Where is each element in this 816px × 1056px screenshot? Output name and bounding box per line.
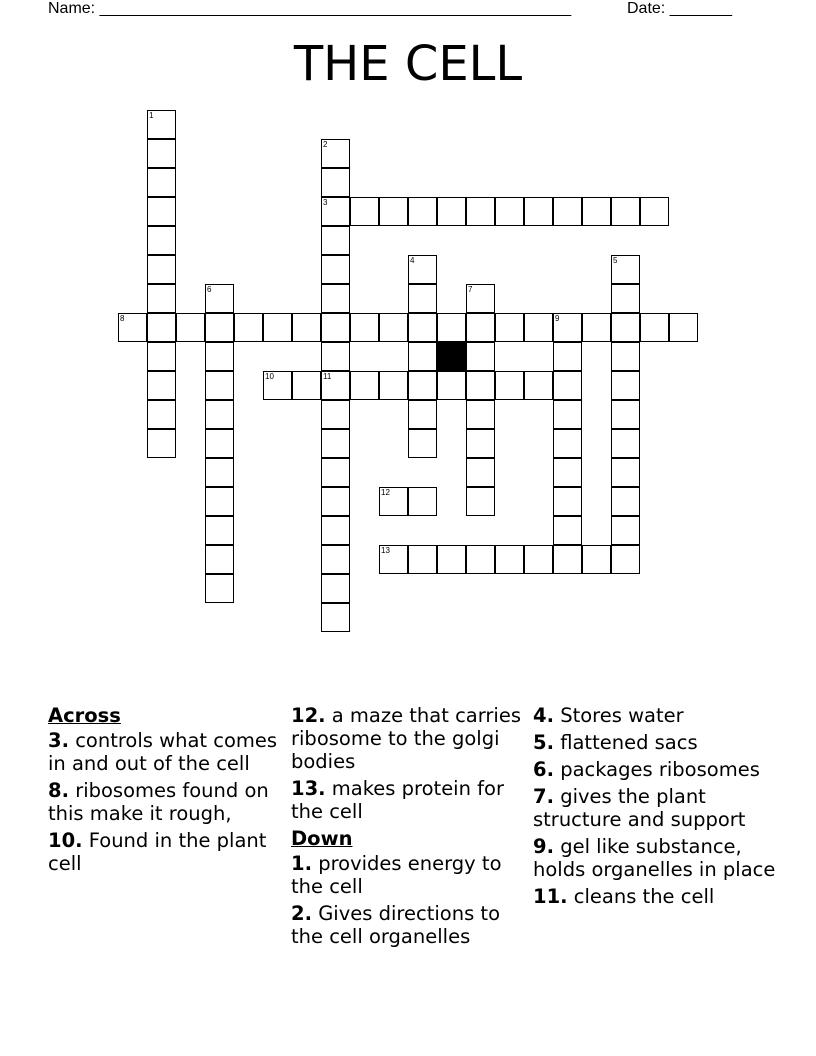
grid-cell[interactable] (553, 342, 582, 371)
clue-number: 12. (291, 704, 326, 727)
clue-down-11 (533, 885, 783, 908)
grid-cell[interactable] (321, 574, 350, 603)
grid-cell[interactable] (466, 342, 495, 371)
grid-cell[interactable] (640, 313, 669, 342)
cell-number: 1 (149, 111, 154, 120)
grid-cell[interactable] (611, 400, 640, 429)
grid-cell[interactable] (582, 197, 611, 226)
grid-cell[interactable] (408, 197, 437, 226)
clue-number: 13. (291, 777, 326, 800)
clue-text: makes protein for the cell (291, 777, 504, 823)
clue-number: 9. (533, 835, 554, 858)
clue-number: 10. (48, 829, 83, 852)
grid-cell[interactable] (669, 313, 698, 342)
grid-cell[interactable] (263, 313, 292, 342)
clue-number: 5. (533, 731, 554, 754)
grid-cell[interactable] (611, 429, 640, 458)
clue-down-2 (291, 902, 527, 948)
grid-cell[interactable] (466, 429, 495, 458)
clue-text: ribosomes found on this make it rough, (48, 779, 269, 825)
clue-number: 7. (533, 785, 554, 808)
clue-down-1 (291, 852, 527, 898)
grid-cell[interactable] (147, 255, 176, 284)
clue-across-8 (48, 779, 284, 825)
grid-cell[interactable] (321, 342, 350, 371)
grid-cell[interactable] (466, 371, 495, 400)
cell-number: 5 (613, 256, 618, 265)
grid-cell[interactable] (321, 284, 350, 313)
grid-cell[interactable] (205, 545, 234, 574)
grid-cell[interactable] (292, 371, 321, 400)
grid-cell[interactable] (292, 313, 321, 342)
grid-cell[interactable] (147, 429, 176, 458)
cell-number: 4 (410, 256, 415, 265)
cell-number: 13 (381, 546, 390, 555)
clue-across-12 (291, 704, 527, 773)
cell-number: 6 (207, 285, 212, 294)
clue-text: packages ribosomes (560, 758, 760, 781)
clue-across-13 (291, 777, 527, 823)
grid-cell[interactable] (524, 371, 553, 400)
grid-cell[interactable] (466, 487, 495, 516)
grid-cell[interactable] (321, 603, 350, 632)
grid-cell[interactable] (466, 400, 495, 429)
clue-text: Stores water (560, 704, 684, 727)
grid-cell[interactable] (408, 371, 437, 400)
grid-cell[interactable] (466, 313, 495, 342)
clue-number: 3. (48, 729, 69, 752)
grid-cell[interactable] (582, 545, 611, 574)
grid-cell[interactable] (611, 342, 640, 371)
grid-cell[interactable] (321, 516, 350, 545)
grid-cell[interactable] (640, 197, 669, 226)
grid-cell[interactable] (611, 371, 640, 400)
grid-cell[interactable] (495, 313, 524, 342)
clue-across-3 (48, 729, 284, 775)
clue-text: Found in the plant cell (48, 829, 267, 875)
grid-cell[interactable] (524, 197, 553, 226)
clue-text: flattened sacs (560, 731, 698, 754)
grid-cell[interactable] (408, 284, 437, 313)
grid-cell[interactable] (466, 545, 495, 574)
clue-text: cleans the cell (573, 885, 715, 908)
grid-cell[interactable] (379, 371, 408, 400)
grid-cell[interactable] (582, 313, 611, 342)
clue-across-10 (48, 829, 284, 875)
grid-cell[interactable] (321, 255, 350, 284)
grid-cell[interactable] (408, 429, 437, 458)
clue-number: 1. (291, 852, 312, 875)
grid-cell[interactable] (611, 545, 640, 574)
blocked-cell (437, 342, 466, 371)
grid-cell[interactable] (205, 516, 234, 545)
grid-cell[interactable] (611, 516, 640, 545)
cell-number: 11 (323, 372, 332, 381)
grid-cell[interactable] (495, 371, 524, 400)
cell-number: 12 (381, 488, 390, 497)
clue-down-7 (533, 785, 783, 831)
grid-cell[interactable] (524, 545, 553, 574)
grid-cell[interactable] (611, 284, 640, 313)
clue-text: gel like substance, holds organelles in place (533, 835, 776, 881)
grid-cell[interactable] (553, 545, 582, 574)
grid-cell[interactable] (176, 313, 205, 342)
grid-cell[interactable] (350, 197, 379, 226)
grid-cell[interactable] (408, 313, 437, 342)
clue-number: 4. (533, 704, 554, 727)
grid-cell[interactable] (466, 458, 495, 487)
grid-cell[interactable] (147, 313, 176, 342)
grid-cell[interactable] (205, 487, 234, 516)
down-heading: Down (291, 827, 353, 850)
grid-cell[interactable] (205, 342, 234, 371)
grid-cell[interactable] (321, 429, 350, 458)
grid-cell[interactable] (234, 313, 263, 342)
cell-number: 2 (323, 140, 328, 149)
across-heading: Across (48, 704, 121, 727)
clue-column-3 (533, 704, 783, 912)
grid-cell[interactable] (379, 313, 408, 342)
grid-cell[interactable] (321, 400, 350, 429)
name-field-label: Name: _____________________________________________________ (48, 0, 572, 17)
grid-cell[interactable] (205, 574, 234, 603)
grid-cell[interactable] (205, 371, 234, 400)
grid-cell[interactable] (611, 487, 640, 516)
clue-column-1 (48, 704, 284, 879)
clue-number: 11. (533, 885, 568, 908)
grid-cell[interactable] (147, 197, 176, 226)
grid-cell[interactable] (321, 545, 350, 574)
grid-cell[interactable] (408, 487, 437, 516)
grid-cell[interactable] (147, 400, 176, 429)
clue-down-6 (533, 758, 783, 781)
grid-cell[interactable] (437, 371, 466, 400)
grid-cell[interactable] (379, 197, 408, 226)
grid-cell[interactable] (147, 371, 176, 400)
grid-cell[interactable] (437, 313, 466, 342)
clue-text: Gives directions to the cell organelles (291, 902, 501, 948)
cell-number: 9 (555, 314, 560, 323)
clue-text: gives the plant structure and support (533, 785, 746, 831)
clue-number: 6. (533, 758, 554, 781)
grid-cell[interactable] (553, 516, 582, 545)
clue-text: controls what comes in and out of the cell (48, 729, 278, 775)
grid-cell[interactable] (495, 545, 524, 574)
grid-cell[interactable] (466, 197, 495, 226)
grid-cell[interactable] (147, 342, 176, 371)
grid-cell[interactable] (205, 313, 234, 342)
clue-text: provides energy to the cell (291, 852, 502, 898)
clue-number: 2. (291, 902, 312, 925)
grid-cell[interactable] (408, 400, 437, 429)
grid-cell[interactable] (205, 429, 234, 458)
cell-number: 3 (323, 198, 328, 207)
clue-column-2 (291, 704, 527, 952)
grid-cell[interactable] (495, 197, 524, 226)
grid-cell[interactable] (553, 400, 582, 429)
grid-cell[interactable] (147, 226, 176, 255)
grid-cell[interactable] (205, 400, 234, 429)
page-title: THE CELL (293, 36, 523, 92)
grid-cell[interactable] (321, 313, 350, 342)
grid-cell[interactable] (611, 458, 640, 487)
grid-cell[interactable] (147, 284, 176, 313)
grid-cell[interactable] (611, 313, 640, 342)
grid-cell[interactable] (553, 429, 582, 458)
grid-cell[interactable] (350, 313, 379, 342)
grid-cell[interactable] (611, 197, 640, 226)
grid-cell[interactable] (437, 545, 466, 574)
cell-number: 8 (120, 314, 125, 323)
grid-cell[interactable] (321, 487, 350, 516)
grid-cell[interactable] (321, 458, 350, 487)
grid-cell[interactable] (437, 197, 466, 226)
date-field-label: Date: _______ (627, 0, 732, 17)
grid-cell[interactable] (350, 371, 379, 400)
grid-cell[interactable] (408, 545, 437, 574)
grid-cell[interactable] (553, 487, 582, 516)
grid-cell[interactable] (321, 168, 350, 197)
grid-cell[interactable] (205, 458, 234, 487)
grid-cell[interactable] (524, 313, 553, 342)
grid-cell[interactable] (408, 342, 437, 371)
grid-cell[interactable] (553, 197, 582, 226)
grid-cell[interactable] (553, 371, 582, 400)
clue-number: 8. (48, 779, 69, 802)
grid-cell[interactable] (147, 168, 176, 197)
clue-down-4 (533, 704, 783, 727)
cell-number: 10 (265, 372, 274, 381)
clue-text: a maze that carries ribosome to the golgi bodies (291, 704, 522, 773)
cell-number: 7 (468, 285, 473, 294)
grid-cell[interactable] (553, 458, 582, 487)
clue-down-5 (533, 731, 783, 754)
clue-down-9 (533, 835, 783, 881)
grid-cell[interactable] (147, 139, 176, 168)
grid-cell[interactable] (321, 226, 350, 255)
